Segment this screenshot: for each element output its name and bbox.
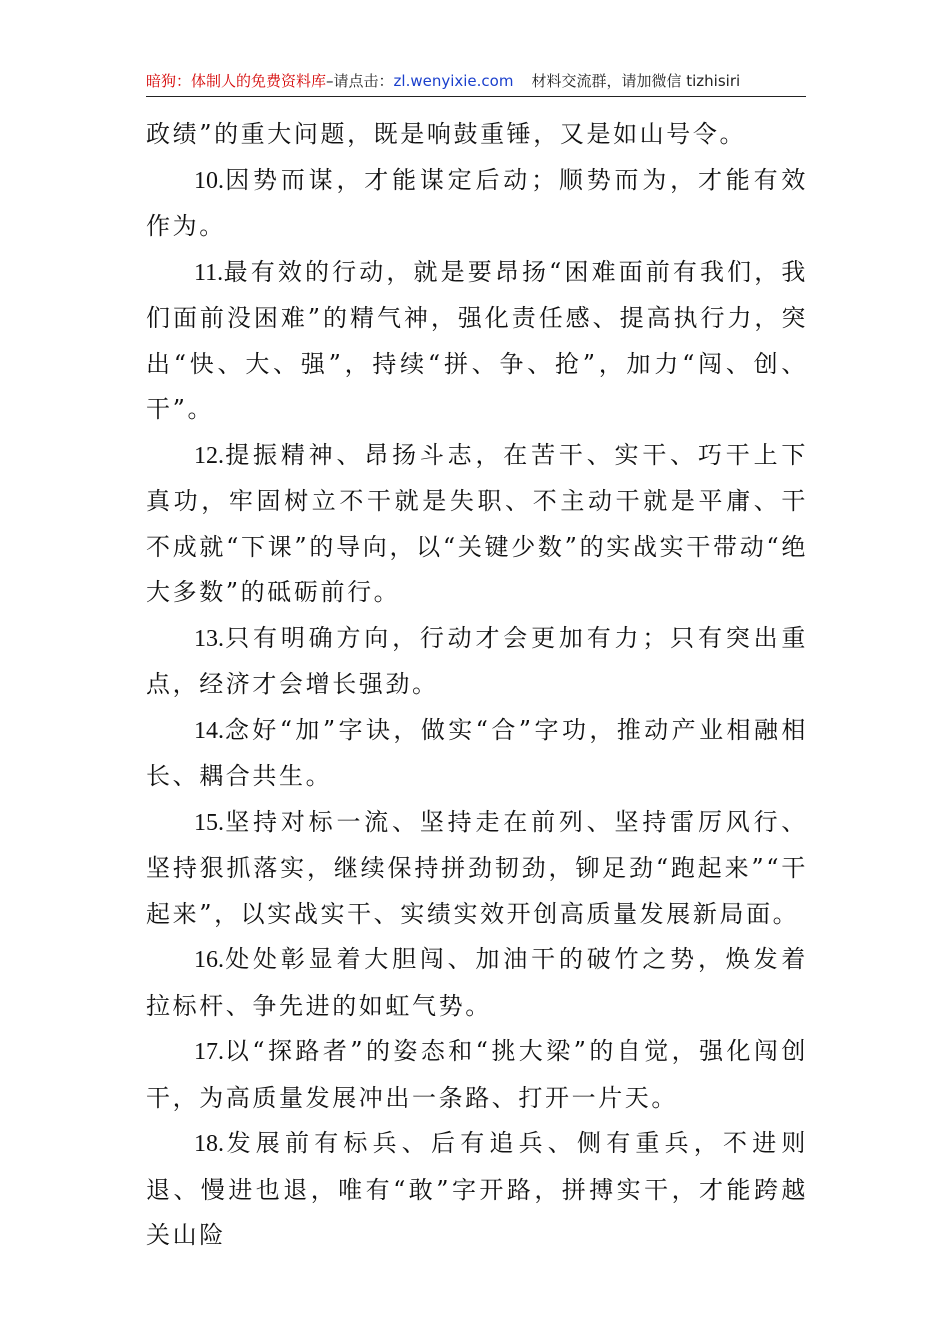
page-header: [146, 68, 806, 97]
paragraph-number: 16.: [194, 947, 224, 973]
paragraph-18: [146, 1121, 808, 1259]
paragraph-text: 念好“加”字诀，做实“合”字功，推动产业相融相长、耦合共生。: [146, 715, 808, 790]
paragraph-16: [146, 937, 808, 1029]
paragraph-13: [146, 616, 808, 708]
paragraph-number: 12.: [194, 442, 224, 469]
paragraph-number: 11.: [194, 259, 224, 286]
document-body: [146, 112, 808, 1259]
paragraph-number: 10.: [194, 167, 224, 194]
paragraph-text: 发展前有标兵、后有追兵、侧有重兵，不进则退、慢进也退，唯有“敢”字开路，拼搏实干，才能跨越关山险: [146, 1129, 808, 1249]
header-link[interactable]: zl.wenyixie.com: [393, 72, 514, 90]
paragraph-12: [146, 433, 808, 616]
paragraph-number: 15.: [194, 809, 224, 836]
paragraph-number: 17.: [194, 1039, 224, 1065]
paragraph-text: 因势而谋，才能谋定后动；顺势而为，才能有效作为。: [146, 165, 808, 240]
header-brand: 暗狗：体制人的免费资料库: [146, 72, 327, 90]
paragraph-number: 13.: [194, 625, 224, 652]
paragraph-text: 政绩”的重大问题，既是响鼓重锤，又是如山号令。: [146, 120, 747, 148]
paragraph-14: [146, 708, 808, 800]
paragraph-text: 只有明确方向，行动才会更加有力；只有突出重点，经济才会增长强劲。: [146, 623, 808, 698]
paragraph-text: 处处彰显着大胆闯、加油干的破竹之势，焕发着拉标杆、争先进的如虹气势。: [146, 945, 808, 1020]
paragraph-text: 最有效的行动，就是要昂扬“困难面前有我们，我们面前没困难”的精气神，强化责任感、提高执行力，突出“快、大、强”，持续“拼、争、抢”，加力“闯、创、干”。: [146, 257, 808, 423]
paragraph-text: 提振精神、昂扬斗志，在苦干、实干、巧干上下真功，牢固树立不干就是失职、不主动干就是平庸、干不成就“下课”的导向，以“关键少数”的实战实干带动“绝大多数”的砥砺前行。: [146, 440, 808, 606]
paragraph-10: [146, 158, 808, 250]
paragraph-11: [146, 250, 808, 433]
header-prompt: –请点击：: [326, 72, 394, 90]
paragraph-15: [146, 800, 808, 938]
header-wechat-note: 材料交流群，请加微信 tizhisiri: [531, 72, 741, 90]
paragraph-continued: [146, 112, 808, 158]
paragraph-number: 18.: [194, 1131, 224, 1157]
paragraph-17: [146, 1029, 808, 1121]
paragraph-number: 14.: [194, 717, 224, 744]
paragraph-text: 坚持对标一流、坚持走在前列、坚持雷厉风行、坚持狠抓落实，继续保持拼劲韧劲，铆足劲“跑起来”“干起来”，以实战实干、实绩实效开创高质量发展新局面。: [146, 807, 808, 928]
paragraph-text: 以“探路者”的姿态和“挑大梁”的自觉，强化闯创干，为高质量发展冲出一条路、打开一片天。: [146, 1037, 808, 1112]
